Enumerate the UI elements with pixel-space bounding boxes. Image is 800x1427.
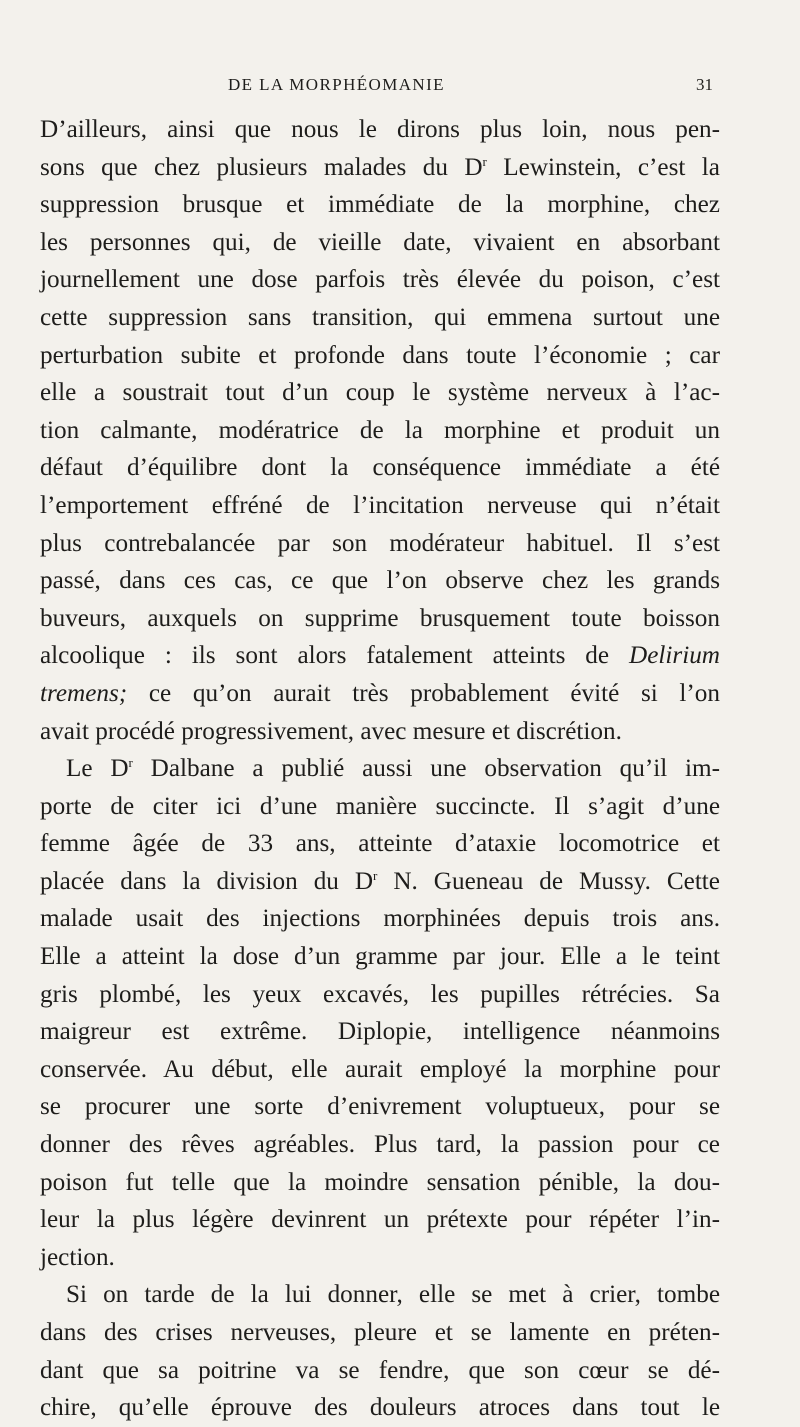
text-line [40, 374, 720, 412]
text-line [40, 825, 720, 863]
text-segment: dant que sa poitrine va se fendre, que son cœur se dé- [40, 1356, 720, 1384]
text-line [40, 713, 720, 751]
text-segment: Lewinstein, c’est la [486, 153, 720, 181]
body-text [40, 111, 720, 1427]
text-segment: suppression brusque et immédiate de la morphine, chez [40, 191, 720, 219]
text-line [40, 525, 720, 563]
text-line [40, 900, 720, 938]
superscript: r [482, 153, 487, 169]
text-segment: sons que chez plusieurs malades du D [40, 153, 483, 181]
text-line [40, 1164, 720, 1202]
text-segment: porte de citer ici d’une manière succincte. Il s’agit d’une [40, 792, 720, 820]
text-line [40, 1201, 720, 1239]
page-header [0, 75, 800, 105]
text-line [40, 111, 720, 149]
text-segment: femme âgée de 33 ans, atteinte d’ataxie locomotrice et [40, 830, 720, 858]
text-line [40, 412, 720, 450]
text-line [40, 449, 720, 487]
text-line [40, 938, 720, 976]
text-segment: l’emportement effréné de l’incitation nerveuse qui n’était [40, 491, 720, 519]
running-title: DE LA MORPHÉOMANIE [228, 75, 445, 94]
text-line [40, 149, 720, 187]
text-segment: N. Gueneau de Mussy. Cette [377, 867, 720, 895]
text-segment: Le D [66, 755, 129, 783]
superscript: r [373, 867, 378, 883]
text-segment: cette suppression sans transition, qui emmena surtout une [40, 303, 720, 331]
text-line [40, 1051, 720, 1089]
text-segment: journellement une dose parfois très élevée du poison, c’est [40, 266, 720, 294]
text-segment: les personnes qui, de vieille date, vivaient en absorbant [40, 228, 720, 256]
text-line [40, 976, 720, 1014]
text-line [40, 788, 720, 826]
text-segment: D’ailleurs, ainsi que nous le dirons plus loin, nous pen- [40, 116, 720, 143]
text-segment: maigreur est extrême. Diplopie, intelligence néanmoins [40, 1018, 720, 1046]
text-segment: Si on tarde de la lui donner, elle se met à crier, tombe [66, 1281, 720, 1309]
text-segment: passé, dans ces cas, ce que l’on observe chez les grands [40, 567, 720, 595]
text-segment: dans des crises nerveuses, pleure et se lamente en préten- [40, 1319, 720, 1346]
text-segment: Dalbane a publié aussi une observation qu’il im- [132, 755, 720, 783]
text-segment: jection. [40, 1243, 115, 1271]
text-segment: ce qu’on aurait très probablement évité si l’on [127, 679, 720, 707]
text-segment: poison fut telle que la moindre sensation pénible, la dou- [40, 1168, 720, 1196]
text-line [40, 1013, 720, 1051]
text-segment: Elle a atteint la dose d’un gramme par jour. Elle a le teint [40, 943, 720, 971]
text-line [40, 1389, 720, 1427]
text-line [40, 337, 720, 375]
superscript: r [128, 755, 133, 771]
text-line [40, 186, 720, 224]
text-segment: buveurs, auxquels on supprime brusquement toute boisson [40, 604, 720, 632]
text-line [40, 224, 720, 262]
text-line [40, 1239, 720, 1277]
text-segment: plus contrebalancée par son modérateur habituel. Il s’est [40, 529, 720, 557]
text-segment: perturbation subite et profonde dans toute l’économie ; car [40, 341, 720, 369]
text-segment: conservée. Au début, elle aurait employé la morphine pour [40, 1055, 720, 1083]
text-line [40, 1314, 720, 1352]
text-segment: chire, qu’elle éprouve des douleurs atroces dans tout le [40, 1394, 720, 1422]
text-line [40, 637, 720, 675]
text-line [40, 750, 720, 788]
text-segment: placée dans la division du D [40, 867, 374, 895]
text-line [40, 1088, 720, 1126]
text-segment: gris plombé, les yeux excavés, les pupilles rétrécies. Sa [40, 980, 720, 1008]
text-segment: défaut d’équilibre dont la conséquence immédiate a été [40, 454, 720, 482]
text-line [40, 562, 720, 600]
text-line [40, 600, 720, 638]
text-segment: alcoolique : ils sont alors fatalement atteints de [40, 642, 630, 670]
text-line [40, 675, 720, 713]
text-segment: malade usait des injections morphinées depuis trois ans. [40, 905, 720, 933]
text-segment: se procurer une sorte d’enivrement voluptueux, pour se [40, 1093, 720, 1121]
italic-text: Delirium [629, 642, 720, 670]
text-segment: donner des rêves agréables. Plus tard, la passion pour ce [40, 1131, 720, 1159]
text-segment: tion calmante, modératrice de la morphine et produit un [40, 416, 720, 444]
text-segment: avait procédé progressivement, avec mesure et discrétion. [40, 717, 622, 745]
text-line [40, 299, 720, 337]
text-line [40, 1352, 720, 1390]
text-line [40, 863, 720, 901]
page-number: 31 [696, 75, 713, 94]
text-segment: leur la plus légère devinrent un prétexte pour répéter l’in- [40, 1206, 720, 1234]
text-line [40, 1276, 720, 1314]
text-line [40, 261, 720, 299]
italic-text: tremens; [40, 679, 128, 707]
text-segment: elle a soustrait tout d’un coup le système nerveux à l’ac- [40, 379, 720, 407]
text-line [40, 487, 720, 525]
text-line [40, 1126, 720, 1164]
